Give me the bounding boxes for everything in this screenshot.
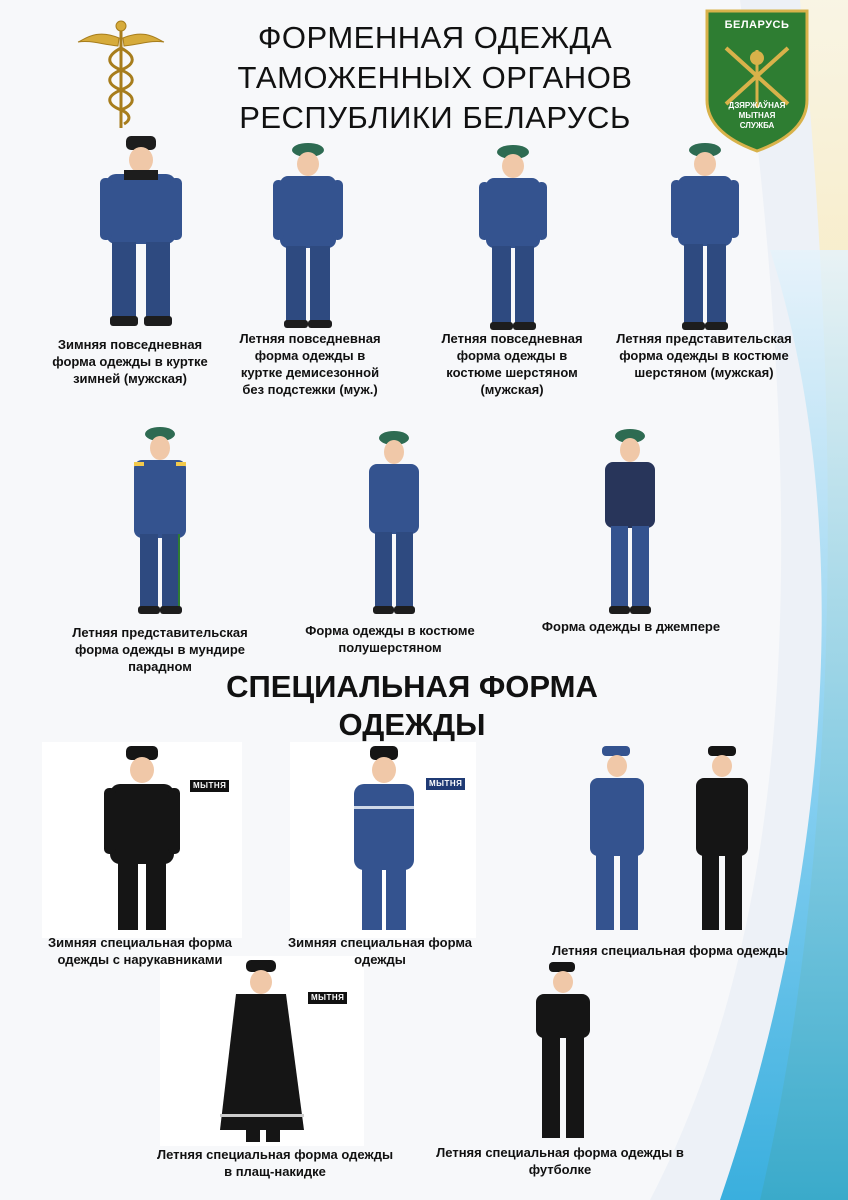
caption-jumper [526, 618, 736, 635]
uniform-figure-jumper [600, 426, 660, 618]
uniform-figure-demiseason-jacket [272, 140, 344, 332]
page-title [180, 18, 690, 138]
mytnya-tag-1: МЫТНЯ [190, 780, 229, 792]
caption-special-tshirt [420, 1144, 700, 1178]
caption-line: Летняя представительская [72, 625, 248, 640]
caption-wool-suit [412, 330, 612, 398]
caption-line: форма одежды в [254, 348, 366, 363]
special-figure-tshirt [532, 960, 594, 1146]
caption-line: Летняя специальная форма одежды [156, 1147, 394, 1162]
caption-line: Зимняя повседневная [57, 337, 203, 352]
caption-line: Форма одежды в джемпере [541, 619, 721, 634]
caption-line: Летняя представительская [616, 331, 792, 346]
caption-representative-wool-suit [604, 330, 804, 381]
uniform-figure-representative-wool-suit [670, 140, 740, 334]
special-figure-summer-black [692, 744, 752, 936]
special-figure-winter [350, 744, 418, 936]
caption-line: без подстежки (муж.) [242, 382, 378, 397]
uniform-figure-wool-suit [478, 142, 548, 334]
mytnya-tag-2: МЫТНЯ [426, 778, 465, 790]
emblem-bottom-line-2: МЫТНАЯ [738, 111, 776, 120]
caption-line: Летняя специальная форма одежды в [436, 1145, 684, 1160]
section-title-line-2: ОДЕЖДЫ [338, 707, 486, 742]
title-line-3: РЕСПУБЛИКИ БЕЛАРУСЬ [239, 100, 631, 135]
emblem-bottom-line-1: ДЗЯРЖАЎНАЯ [728, 101, 786, 110]
caduceus-icon [76, 18, 166, 130]
caption-special-winter-sleeves [30, 934, 250, 968]
special-section-title [140, 668, 684, 744]
customs-emblem [704, 8, 810, 154]
special-figure-summer-blue [586, 744, 648, 936]
caption-line: куртке демисезонной [240, 365, 380, 380]
caption-line: (мужская) [480, 382, 544, 397]
uniform-figure-winter-jacket [98, 134, 184, 330]
title-line-2: ТАМОЖЕННЫХ ОРГАНОВ [237, 60, 633, 95]
caption-line: форма одежды в костюме [619, 348, 789, 363]
caption-special-summer [538, 942, 802, 959]
title-line-1: ФОРМЕННАЯ ОДЕЖДА [257, 20, 613, 55]
caption-winter-jacket [30, 336, 230, 387]
caption-line: Летняя повседневная [441, 331, 583, 346]
caption-line: полушерстяном [338, 640, 442, 655]
caption-line: Летняя повседневная [239, 331, 381, 346]
section-title-line-1: СПЕЦИАЛЬНАЯ ФОРМА [226, 669, 598, 704]
uniform-figure-semiwool-suit [364, 428, 424, 616]
caption-line: Летняя специальная форма одежды [551, 943, 789, 958]
caption-semiwool-suit [290, 622, 490, 656]
caption-line: зимней (мужская) [73, 371, 187, 386]
emblem-top-text: БЕЛАРУСЬ [724, 19, 790, 31]
caption-line: одежды с нарукавниками [57, 952, 223, 967]
caption-line: Зимняя специальная форма [47, 935, 233, 950]
caption-special-winter [270, 934, 490, 968]
caption-line: парадном [128, 659, 192, 674]
uniform-figure-parade [128, 424, 192, 616]
caption-line: шерстяном (мужская) [634, 365, 774, 380]
caption-line: Форма одежды в костюме [305, 623, 475, 638]
caption-line: форма одежды в мундире [74, 642, 245, 657]
caption-line: футболке [528, 1162, 592, 1177]
caption-parade [60, 624, 260, 675]
caption-demiseason-jacket [210, 330, 410, 398]
caption-line: форма одежды в куртке [52, 354, 208, 369]
caption-line: в плащ-накидке [224, 1164, 326, 1179]
special-figure-winter-sleeves [104, 744, 180, 938]
caption-line: Зимняя специальная форма [287, 935, 473, 950]
caption-special-cape [140, 1146, 410, 1180]
caption-line: одежды [354, 952, 406, 967]
caption-line: костюме шерстяном [446, 365, 578, 380]
emblem-bottom-line-3: СЛУЖБА [739, 121, 775, 130]
mytnya-tag-3: МЫТНЯ [308, 992, 347, 1004]
caption-line: форма одежды в [456, 348, 568, 363]
special-figure-cape [216, 958, 308, 1148]
